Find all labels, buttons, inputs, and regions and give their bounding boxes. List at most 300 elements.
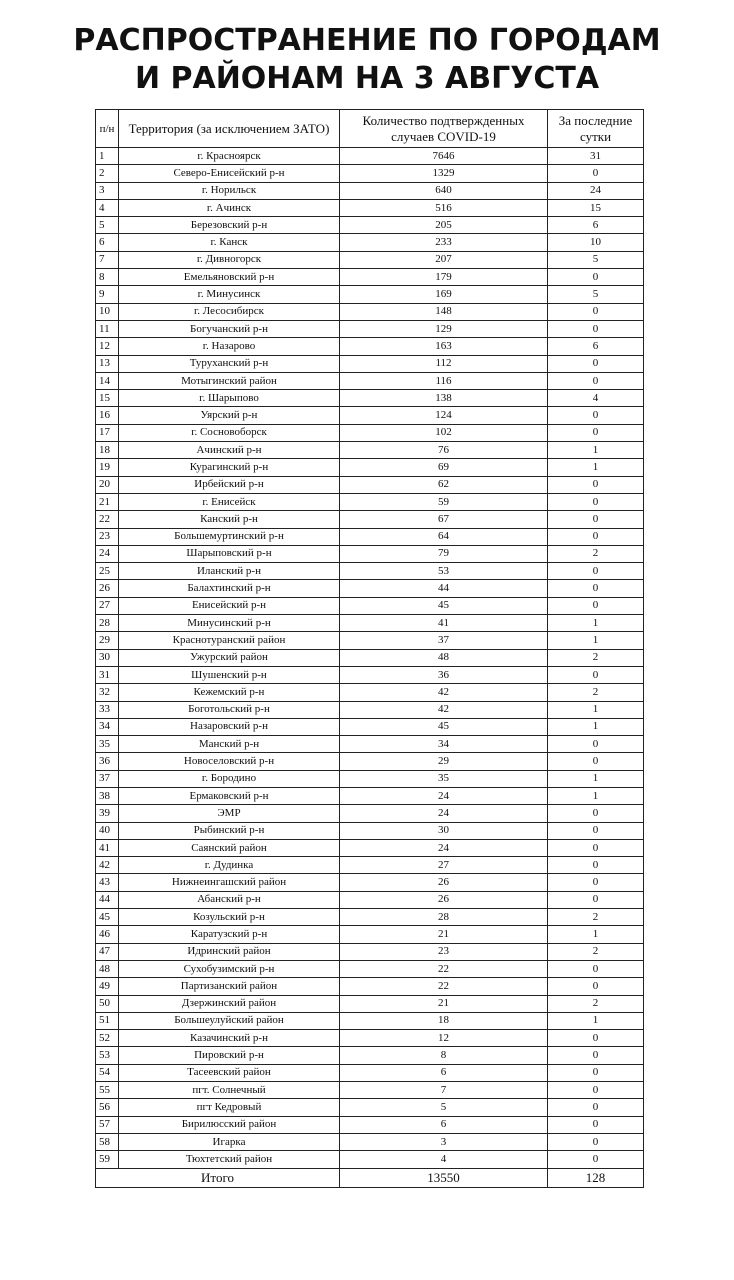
last-day-cases: 2 bbox=[548, 649, 644, 666]
table-row bbox=[96, 1047, 644, 1064]
row-number: 46 bbox=[96, 926, 119, 943]
header-row bbox=[96, 110, 644, 148]
territory-name: Балахтинский р-н bbox=[119, 580, 340, 597]
confirmed-cases: 69 bbox=[340, 459, 548, 476]
confirmed-cases: 1329 bbox=[340, 165, 548, 182]
table-row bbox=[96, 822, 644, 839]
last-day-cases: 1 bbox=[548, 1012, 644, 1029]
territory-name: Каратузский р-н bbox=[119, 926, 340, 943]
territory-name: Пировский р-н bbox=[119, 1047, 340, 1064]
confirmed-cases: 79 bbox=[340, 545, 548, 562]
last-day-cases: 24 bbox=[548, 182, 644, 199]
confirmed-cases: 26 bbox=[340, 874, 548, 891]
row-number: 36 bbox=[96, 753, 119, 770]
covid-cases-table bbox=[95, 109, 644, 1188]
table-row bbox=[96, 718, 644, 735]
row-number: 55 bbox=[96, 1082, 119, 1099]
table-row bbox=[96, 597, 644, 614]
table-row bbox=[96, 580, 644, 597]
table-row bbox=[96, 390, 644, 407]
row-number: 27 bbox=[96, 597, 119, 614]
last-day-cases: 0 bbox=[548, 528, 644, 545]
row-number: 10 bbox=[96, 303, 119, 320]
territory-name: Рыбинский р-н bbox=[119, 822, 340, 839]
confirmed-cases: 24 bbox=[340, 787, 548, 804]
confirmed-cases: 24 bbox=[340, 805, 548, 822]
table-row bbox=[96, 909, 644, 926]
confirmed-cases: 7 bbox=[340, 1082, 548, 1099]
row-number: 40 bbox=[96, 822, 119, 839]
table-row bbox=[96, 182, 644, 199]
confirmed-cases: 22 bbox=[340, 960, 548, 977]
table-row bbox=[96, 753, 644, 770]
territory-name: ЭМР bbox=[119, 805, 340, 822]
last-day-cases: 0 bbox=[548, 978, 644, 995]
territory-name: Тасеевский район bbox=[119, 1064, 340, 1081]
table-row bbox=[96, 217, 644, 234]
last-day-cases: 10 bbox=[548, 234, 644, 251]
row-number: 7 bbox=[96, 251, 119, 268]
territory-name: г. Минусинск bbox=[119, 286, 340, 303]
confirmed-cases: 59 bbox=[340, 493, 548, 510]
territory-name: Игарка bbox=[119, 1133, 340, 1150]
last-day-cases: 0 bbox=[548, 355, 644, 372]
last-day-cases: 0 bbox=[548, 1082, 644, 1099]
territory-name: г. Красноярск bbox=[119, 148, 340, 165]
table-row bbox=[96, 874, 644, 891]
territory-name: г. Лесосибирск bbox=[119, 303, 340, 320]
row-number: 47 bbox=[96, 943, 119, 960]
table-row bbox=[96, 1151, 644, 1168]
confirmed-cases: 35 bbox=[340, 770, 548, 787]
table-row bbox=[96, 1116, 644, 1133]
row-number: 39 bbox=[96, 805, 119, 822]
territory-name: Минусинский р-н bbox=[119, 615, 340, 632]
last-day-cases: 5 bbox=[548, 286, 644, 303]
last-day-cases: 1 bbox=[548, 718, 644, 735]
last-day-cases: 0 bbox=[548, 303, 644, 320]
row-number: 5 bbox=[96, 217, 119, 234]
confirmed-cases: 45 bbox=[340, 718, 548, 735]
confirmed-cases: 124 bbox=[340, 407, 548, 424]
confirmed-cases: 67 bbox=[340, 511, 548, 528]
last-day-cases: 1 bbox=[548, 787, 644, 804]
confirmed-cases: 29 bbox=[340, 753, 548, 770]
last-day-cases: 0 bbox=[548, 839, 644, 856]
territory-name: г. Ачинск bbox=[119, 199, 340, 216]
last-day-cases: 0 bbox=[548, 563, 644, 580]
last-day-cases: 0 bbox=[548, 424, 644, 441]
last-day-cases: 0 bbox=[548, 891, 644, 908]
confirmed-cases: 27 bbox=[340, 857, 548, 874]
row-number: 33 bbox=[96, 701, 119, 718]
table-row bbox=[96, 148, 644, 165]
table-row bbox=[96, 1064, 644, 1081]
territory-name: Ужурский район bbox=[119, 649, 340, 666]
territory-name: г. Сосновоборск bbox=[119, 424, 340, 441]
total-cases: 13550 bbox=[340, 1168, 548, 1187]
last-day-cases: 1 bbox=[548, 770, 644, 787]
territory-name: г. Назарово bbox=[119, 338, 340, 355]
table-row bbox=[96, 563, 644, 580]
header-territory: Территория (за исключением ЗАТО) bbox=[119, 110, 340, 148]
confirmed-cases: 7646 bbox=[340, 148, 548, 165]
table-row bbox=[96, 805, 644, 822]
last-day-cases: 4 bbox=[548, 390, 644, 407]
row-number: 42 bbox=[96, 857, 119, 874]
row-number: 8 bbox=[96, 269, 119, 286]
last-day-cases: 0 bbox=[548, 1047, 644, 1064]
table-row bbox=[96, 632, 644, 649]
confirmed-cases: 22 bbox=[340, 978, 548, 995]
table-row bbox=[96, 234, 644, 251]
confirmed-cases: 44 bbox=[340, 580, 548, 597]
territory-name: Партизанский район bbox=[119, 978, 340, 995]
confirmed-cases: 21 bbox=[340, 926, 548, 943]
table-row bbox=[96, 891, 644, 908]
territory-name: Краснотуранский район bbox=[119, 632, 340, 649]
confirmed-cases: 169 bbox=[340, 286, 548, 303]
territory-name: пгт Кедровый bbox=[119, 1099, 340, 1116]
table-row bbox=[96, 857, 644, 874]
confirmed-cases: 6 bbox=[340, 1116, 548, 1133]
territory-name: Енисейский р-н bbox=[119, 597, 340, 614]
confirmed-cases: 102 bbox=[340, 424, 548, 441]
confirmed-cases: 34 bbox=[340, 736, 548, 753]
confirmed-cases: 24 bbox=[340, 839, 548, 856]
title-line-2: И РАЙОНАМ НА 3 АВГУСТА bbox=[134, 61, 600, 96]
last-day-cases: 0 bbox=[548, 1099, 644, 1116]
confirmed-cases: 207 bbox=[340, 251, 548, 268]
table-row bbox=[96, 684, 644, 701]
confirmed-cases: 53 bbox=[340, 563, 548, 580]
table-row bbox=[96, 701, 644, 718]
territory-name: пгт. Солнечный bbox=[119, 1082, 340, 1099]
territory-name: Абанский р-н bbox=[119, 891, 340, 908]
confirmed-cases: 48 bbox=[340, 649, 548, 666]
table-row bbox=[96, 528, 644, 545]
last-day-cases: 0 bbox=[548, 753, 644, 770]
last-day-cases: 0 bbox=[548, 874, 644, 891]
table-row bbox=[96, 615, 644, 632]
row-number: 22 bbox=[96, 511, 119, 528]
confirmed-cases: 23 bbox=[340, 943, 548, 960]
last-day-cases: 0 bbox=[548, 493, 644, 510]
confirmed-cases: 45 bbox=[340, 597, 548, 614]
confirmed-cases: 640 bbox=[340, 182, 548, 199]
territory-name: Саянский район bbox=[119, 839, 340, 856]
row-number: 3 bbox=[96, 182, 119, 199]
territory-name: Бирилюсский район bbox=[119, 1116, 340, 1133]
row-number: 56 bbox=[96, 1099, 119, 1116]
row-number: 24 bbox=[96, 545, 119, 562]
table-row bbox=[96, 736, 644, 753]
confirmed-cases: 8 bbox=[340, 1047, 548, 1064]
last-day-cases: 1 bbox=[548, 701, 644, 718]
table-row bbox=[96, 372, 644, 389]
row-number: 48 bbox=[96, 960, 119, 977]
row-number: 4 bbox=[96, 199, 119, 216]
confirmed-cases: 516 bbox=[340, 199, 548, 216]
territory-name: Назаровский р-н bbox=[119, 718, 340, 735]
table-footer bbox=[96, 1168, 644, 1187]
title-line-1: РАСПРОСТРАНЕНИЕ ПО ГОРОДАМ bbox=[73, 23, 661, 58]
last-day-cases: 0 bbox=[548, 165, 644, 182]
confirmed-cases: 37 bbox=[340, 632, 548, 649]
row-number: 23 bbox=[96, 528, 119, 545]
row-number: 18 bbox=[96, 442, 119, 459]
row-number: 59 bbox=[96, 1151, 119, 1168]
territory-name: Тюхтетский район bbox=[119, 1151, 340, 1168]
row-number: 37 bbox=[96, 770, 119, 787]
total-label: Итого bbox=[96, 1168, 340, 1187]
last-day-cases: 2 bbox=[548, 995, 644, 1012]
last-day-cases: 0 bbox=[548, 476, 644, 493]
table-header bbox=[96, 110, 644, 148]
row-number: 45 bbox=[96, 909, 119, 926]
row-number: 54 bbox=[96, 1064, 119, 1081]
confirmed-cases: 116 bbox=[340, 372, 548, 389]
last-day-cases: 1 bbox=[548, 615, 644, 632]
last-day-cases: 31 bbox=[548, 148, 644, 165]
territory-name: Козульский р-н bbox=[119, 909, 340, 926]
row-number: 1 bbox=[96, 148, 119, 165]
last-day-cases: 2 bbox=[548, 909, 644, 926]
row-number: 20 bbox=[96, 476, 119, 493]
row-number: 57 bbox=[96, 1116, 119, 1133]
last-day-cases: 0 bbox=[548, 407, 644, 424]
territory-name: Идринский район bbox=[119, 943, 340, 960]
row-number: 52 bbox=[96, 1030, 119, 1047]
row-number: 49 bbox=[96, 978, 119, 995]
territory-name: Большеулуйский район bbox=[119, 1012, 340, 1029]
territory-name: Канский р-н bbox=[119, 511, 340, 528]
row-number: 6 bbox=[96, 234, 119, 251]
table-row bbox=[96, 424, 644, 441]
last-day-cases: 0 bbox=[548, 372, 644, 389]
row-number: 2 bbox=[96, 165, 119, 182]
table-row bbox=[96, 649, 644, 666]
row-number: 31 bbox=[96, 666, 119, 683]
territory-name: Кежемский р-н bbox=[119, 684, 340, 701]
territory-name: Большемуртинский р-н bbox=[119, 528, 340, 545]
confirmed-cases: 148 bbox=[340, 303, 548, 320]
confirmed-cases: 21 bbox=[340, 995, 548, 1012]
last-day-cases: 0 bbox=[548, 960, 644, 977]
row-number: 50 bbox=[96, 995, 119, 1012]
row-number: 25 bbox=[96, 563, 119, 580]
confirmed-cases: 30 bbox=[340, 822, 548, 839]
table-row bbox=[96, 493, 644, 510]
header-number: п/н bbox=[96, 110, 119, 148]
territory-name: Ермаковский р-н bbox=[119, 787, 340, 804]
row-number: 58 bbox=[96, 1133, 119, 1150]
confirmed-cases: 205 bbox=[340, 217, 548, 234]
table-row bbox=[96, 545, 644, 562]
row-number: 26 bbox=[96, 580, 119, 597]
confirmed-cases: 129 bbox=[340, 320, 548, 337]
territory-name: Шарыповский р-н bbox=[119, 545, 340, 562]
row-number: 38 bbox=[96, 787, 119, 804]
territory-name: г. Дудинка bbox=[119, 857, 340, 874]
table-row bbox=[96, 320, 644, 337]
table-row bbox=[96, 476, 644, 493]
table-row bbox=[96, 442, 644, 459]
total-last-day: 128 bbox=[548, 1168, 644, 1187]
table-row bbox=[96, 286, 644, 303]
territory-name: Мотыгинский район bbox=[119, 372, 340, 389]
last-day-cases: 0 bbox=[548, 597, 644, 614]
last-day-cases: 0 bbox=[548, 1064, 644, 1081]
table-body bbox=[96, 148, 644, 1169]
confirmed-cases: 64 bbox=[340, 528, 548, 545]
page-title bbox=[0, 22, 734, 98]
row-number: 14 bbox=[96, 372, 119, 389]
last-day-cases: 1 bbox=[548, 442, 644, 459]
table-row bbox=[96, 303, 644, 320]
territory-name: г. Норильск bbox=[119, 182, 340, 199]
confirmed-cases: 42 bbox=[340, 684, 548, 701]
row-number: 29 bbox=[96, 632, 119, 649]
header-last-day: За последние сутки bbox=[548, 110, 644, 148]
territory-name: Дзержинский район bbox=[119, 995, 340, 1012]
territory-name: Емельяновский р-н bbox=[119, 269, 340, 286]
row-number: 44 bbox=[96, 891, 119, 908]
table-row bbox=[96, 355, 644, 372]
confirmed-cases: 6 bbox=[340, 1064, 548, 1081]
territory-name: Богучанский р-н bbox=[119, 320, 340, 337]
last-day-cases: 1 bbox=[548, 926, 644, 943]
last-day-cases: 0 bbox=[548, 580, 644, 597]
row-number: 11 bbox=[96, 320, 119, 337]
confirmed-cases: 163 bbox=[340, 338, 548, 355]
table-row bbox=[96, 770, 644, 787]
territory-name: г. Дивногорск bbox=[119, 251, 340, 268]
table-row bbox=[96, 787, 644, 804]
table-row bbox=[96, 1012, 644, 1029]
confirmed-cases: 138 bbox=[340, 390, 548, 407]
territory-name: Шушенский р-н bbox=[119, 666, 340, 683]
table-row bbox=[96, 269, 644, 286]
territory-name: Туруханский р-н bbox=[119, 355, 340, 372]
territory-name: Уярский р-н bbox=[119, 407, 340, 424]
row-number: 34 bbox=[96, 718, 119, 735]
table-row bbox=[96, 1133, 644, 1150]
territory-name: г. Канск bbox=[119, 234, 340, 251]
territory-name: Боготольский р-н bbox=[119, 701, 340, 718]
confirmed-cases: 18 bbox=[340, 1012, 548, 1029]
last-day-cases: 15 bbox=[548, 199, 644, 216]
total-row bbox=[96, 1168, 644, 1187]
last-day-cases: 2 bbox=[548, 545, 644, 562]
row-number: 30 bbox=[96, 649, 119, 666]
confirmed-cases: 112 bbox=[340, 355, 548, 372]
table-row bbox=[96, 943, 644, 960]
confirmed-cases: 42 bbox=[340, 701, 548, 718]
last-day-cases: 5 bbox=[548, 251, 644, 268]
row-number: 32 bbox=[96, 684, 119, 701]
row-number: 35 bbox=[96, 736, 119, 753]
last-day-cases: 0 bbox=[548, 269, 644, 286]
territory-name: Нижнеингашский район bbox=[119, 874, 340, 891]
last-day-cases: 6 bbox=[548, 338, 644, 355]
last-day-cases: 0 bbox=[548, 857, 644, 874]
row-number: 53 bbox=[96, 1047, 119, 1064]
confirmed-cases: 5 bbox=[340, 1099, 548, 1116]
confirmed-cases: 3 bbox=[340, 1133, 548, 1150]
last-day-cases: 0 bbox=[548, 822, 644, 839]
last-day-cases: 0 bbox=[548, 1151, 644, 1168]
table-row bbox=[96, 165, 644, 182]
table-row bbox=[96, 960, 644, 977]
last-day-cases: 1 bbox=[548, 459, 644, 476]
table-row bbox=[96, 459, 644, 476]
territory-name: г. Бородино bbox=[119, 770, 340, 787]
last-day-cases: 0 bbox=[548, 1133, 644, 1150]
row-number: 9 bbox=[96, 286, 119, 303]
header-confirmed-cases: Количество подтвержденных случаев COVID-19 bbox=[340, 110, 548, 148]
table-row bbox=[96, 995, 644, 1012]
last-day-cases: 0 bbox=[548, 511, 644, 528]
last-day-cases: 0 bbox=[548, 805, 644, 822]
confirmed-cases: 179 bbox=[340, 269, 548, 286]
territory-name: Курагинский р-н bbox=[119, 459, 340, 476]
confirmed-cases: 233 bbox=[340, 234, 548, 251]
table-row bbox=[96, 839, 644, 856]
table-row bbox=[96, 199, 644, 216]
confirmed-cases: 62 bbox=[340, 476, 548, 493]
last-day-cases: 2 bbox=[548, 684, 644, 701]
last-day-cases: 0 bbox=[548, 736, 644, 753]
territory-name: Казачинский р-н bbox=[119, 1030, 340, 1047]
confirmed-cases: 28 bbox=[340, 909, 548, 926]
territory-name: Иланский р-н bbox=[119, 563, 340, 580]
row-number: 41 bbox=[96, 839, 119, 856]
row-number: 21 bbox=[96, 493, 119, 510]
territory-name: Сухобузимский р-н bbox=[119, 960, 340, 977]
table-row bbox=[96, 1030, 644, 1047]
table-row bbox=[96, 338, 644, 355]
last-day-cases: 2 bbox=[548, 943, 644, 960]
territory-name: Северо-Енисейский р-н bbox=[119, 165, 340, 182]
confirmed-cases: 26 bbox=[340, 891, 548, 908]
territory-name: г. Енисейск bbox=[119, 493, 340, 510]
table-row bbox=[96, 251, 644, 268]
row-number: 43 bbox=[96, 874, 119, 891]
territory-name: Манский р-н bbox=[119, 736, 340, 753]
row-number: 16 bbox=[96, 407, 119, 424]
last-day-cases: 0 bbox=[548, 666, 644, 683]
last-day-cases: 0 bbox=[548, 320, 644, 337]
territory-name: Новоселовский р-н bbox=[119, 753, 340, 770]
table-row bbox=[96, 926, 644, 943]
table-row bbox=[96, 407, 644, 424]
territory-name: Ачинский р-н bbox=[119, 442, 340, 459]
last-day-cases: 0 bbox=[548, 1030, 644, 1047]
confirmed-cases: 41 bbox=[340, 615, 548, 632]
row-number: 13 bbox=[96, 355, 119, 372]
confirmed-cases: 4 bbox=[340, 1151, 548, 1168]
confirmed-cases: 76 bbox=[340, 442, 548, 459]
row-number: 15 bbox=[96, 390, 119, 407]
table-row bbox=[96, 978, 644, 995]
row-number: 28 bbox=[96, 615, 119, 632]
territory-name: Ирбейский р-н bbox=[119, 476, 340, 493]
territory-name: г. Шарыпово bbox=[119, 390, 340, 407]
row-number: 51 bbox=[96, 1012, 119, 1029]
last-day-cases: 0 bbox=[548, 1116, 644, 1133]
row-number: 19 bbox=[96, 459, 119, 476]
